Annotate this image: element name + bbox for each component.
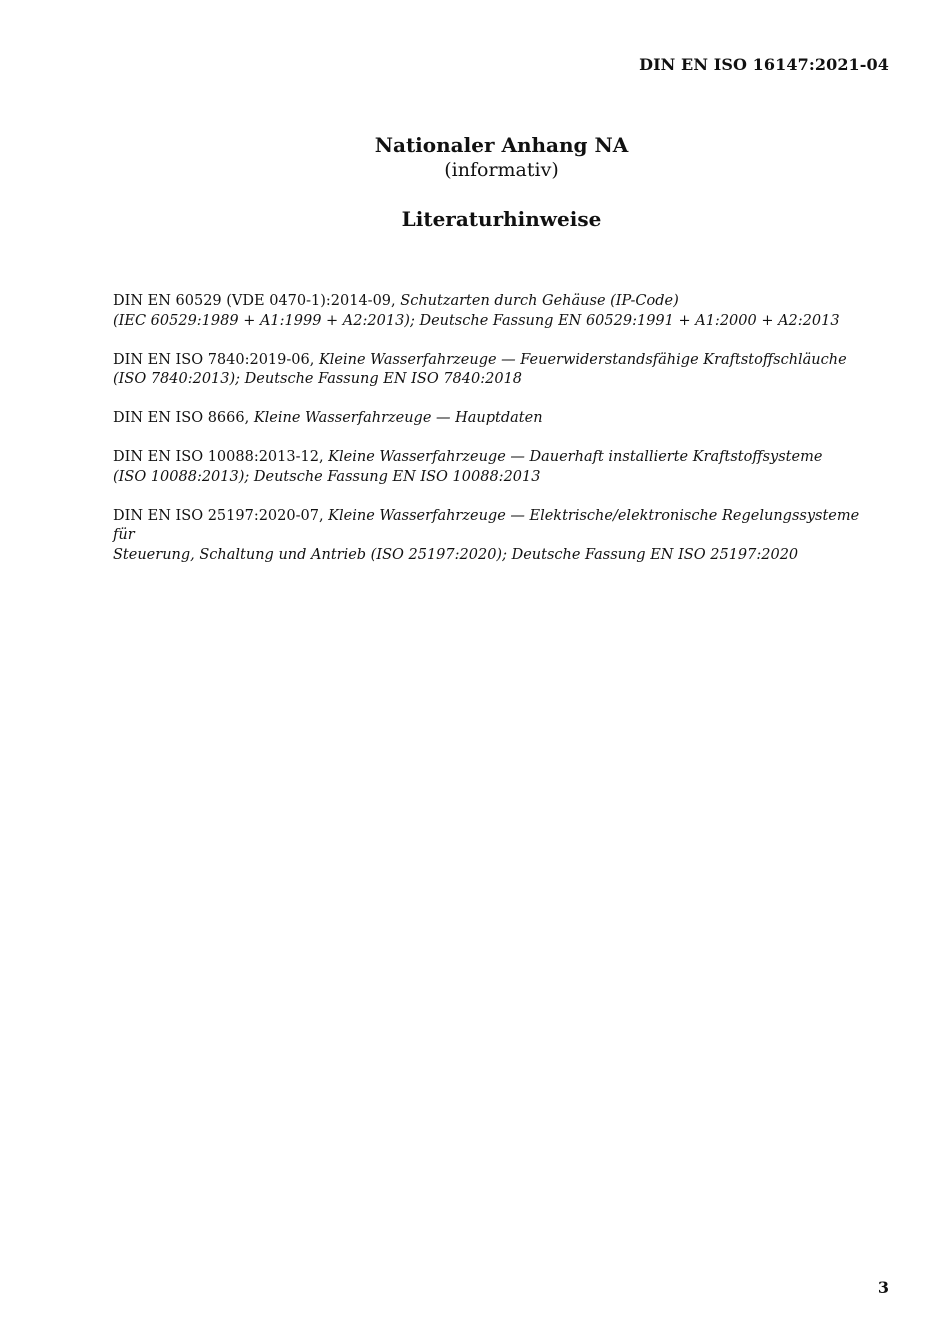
reference-item (113, 507, 873, 566)
reference-number: DIN EN 60529 (VDE 0470-1):2014-09, (113, 293, 396, 309)
reference-title: Kleine Wasserfahrzeuge — Elektrische/elektronische Regelungssysteme für (113, 507, 860, 543)
reference-item (113, 409, 873, 429)
reference-number: DIN EN ISO 10088:2013-12, (113, 449, 324, 465)
reference-title: Schutzarten durch Gehäuse (IP-Code) (400, 293, 679, 309)
reference-detail: (IEC 60529:1989 + A1:1999 + A2:2013); Deutsche Fassung EN 60529:1991 + A1:2000 + A2:2013 (113, 312, 840, 329)
reference-title: Kleine Wasserfahrzeuge — Dauerhaft installierte Kraftstoffsysteme (328, 449, 823, 465)
annex-subtitle: (informativ) (444, 159, 559, 181)
annex-heading (0, 132, 950, 182)
reference-number: DIN EN ISO 7840:2019-06, (113, 351, 315, 368)
reference-title: Kleine Wasserfahrzeuge — Hauptdaten (253, 410, 543, 426)
reference-number: DIN EN ISO 25197:2020-07, (113, 507, 324, 524)
document-id: DIN EN ISO 16147:2021-04 (639, 55, 889, 74)
reference-detail: Steuerung, Schaltung und Antrieb (ISO 25197:2020); Deutsche Fassung EN ISO 25197:2020 (113, 546, 799, 563)
reference-number: DIN EN ISO 8666, (113, 410, 250, 426)
reference-title: Kleine Wasserfahrzeuge — Feuerwiderstandsfähige Kraftstoffschläuche (318, 351, 847, 368)
reference-detail: (ISO 7840:2013); Deutsche Fassung EN ISO 7840:2018 (113, 371, 523, 387)
reference-item (113, 351, 873, 390)
reference-item (113, 448, 873, 487)
section-title: Literaturhinweise (401, 207, 602, 231)
reference-item (113, 292, 873, 331)
annex-title: Nationaler Anhang NA (374, 133, 629, 157)
reference-list (113, 292, 873, 585)
page-number: 3 (877, 1278, 889, 1297)
reference-detail: (ISO 10088:2013); Deutsche Fassung EN ISO 10088:2013 (113, 468, 541, 485)
